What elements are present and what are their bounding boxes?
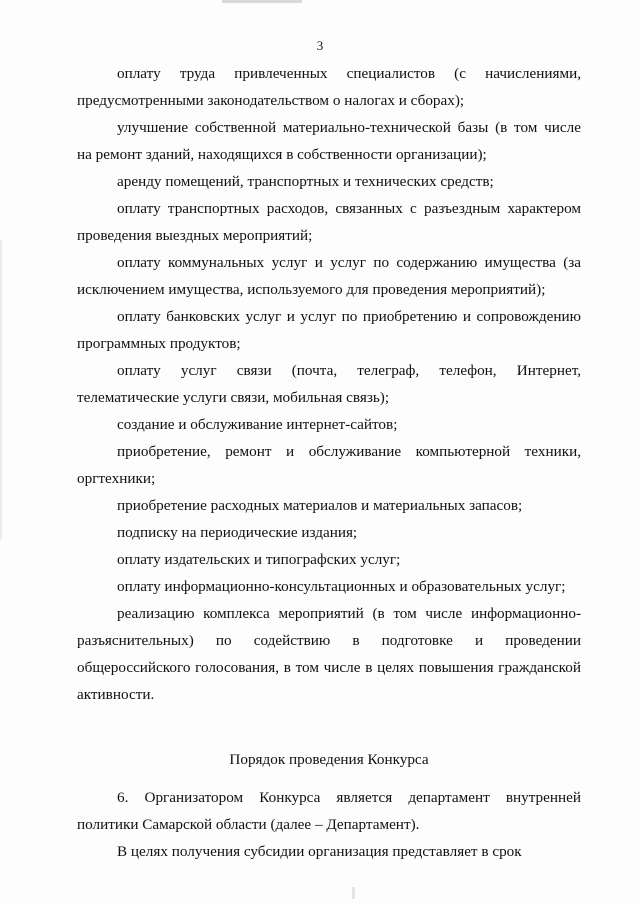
paragraph-organizer: 6. Организатором Конкурса является департамент внутренней политики Самарской области (далее – Департамент).: [77, 789, 581, 833]
page-number: 3: [316, 38, 324, 53]
section-heading: Порядок проведения Конкурса: [229, 751, 429, 768]
paragraph-expense-subscriptions: подписку на периодические издания;: [117, 524, 358, 541]
scan-artifact-bottom: [352, 887, 355, 899]
scan-artifact-left: [0, 240, 2, 540]
paragraph-expense-specialists: оплату труда привлеченных специалистов (с начислениями, предусмотренными законодательством о налогах и сборах);: [77, 65, 581, 109]
paragraph-application-deadline: В целях получения субсидии организация представляет в срок: [117, 843, 522, 860]
scan-artifact-top: [222, 0, 302, 3]
paragraph-expense-material-base: улучшение собственной материально-технической базы (в том числе на ремонт зданий, находящихся в собственности организации);: [77, 119, 581, 163]
paragraph-expense-transport: оплату транспортных расходов, связанных с разъездным характером проведения выездных мероприятий;: [77, 200, 581, 244]
paragraph-expense-websites: создание и обслуживание интернет-сайтов;: [117, 416, 398, 433]
paragraph-expense-consulting: оплату информационно-консультационных и образовательных услуг;: [117, 578, 566, 595]
document-body: [77, 60, 581, 865]
paragraph-expense-banking: оплату банковских услуг и услуг по приобретению и сопровождению программных продуктов;: [77, 308, 581, 352]
paragraph-expense-communication: оплату услуг связи (почта, телеграф, телефон, Интернет, телематические услуги связи, мобильная связь);: [77, 362, 581, 406]
paragraph-expense-materials: приобретение расходных материалов и материальных запасов;: [117, 497, 523, 514]
paragraph-expense-rent: аренду помещений, транспортных и технических средств;: [117, 173, 494, 190]
paragraph-expense-events: реализацию комплекса мероприятий (в том числе информационно-разъяснительных) по содействию в подготовке и проведении общероссийского голосования, в том числе в целях повышения гражданской активности.: [77, 605, 581, 703]
paragraph-expense-utilities: оплату коммунальных услуг и услуг по содержанию имущества (за исключением имущества, используемого для проведения мероприятий);: [77, 254, 581, 298]
paragraph-expense-computers: приобретение, ремонт и обслуживание компьютерной техники, оргтехники;: [77, 443, 581, 487]
paragraph-expense-printing: оплату издательских и типографских услуг;: [117, 551, 401, 568]
